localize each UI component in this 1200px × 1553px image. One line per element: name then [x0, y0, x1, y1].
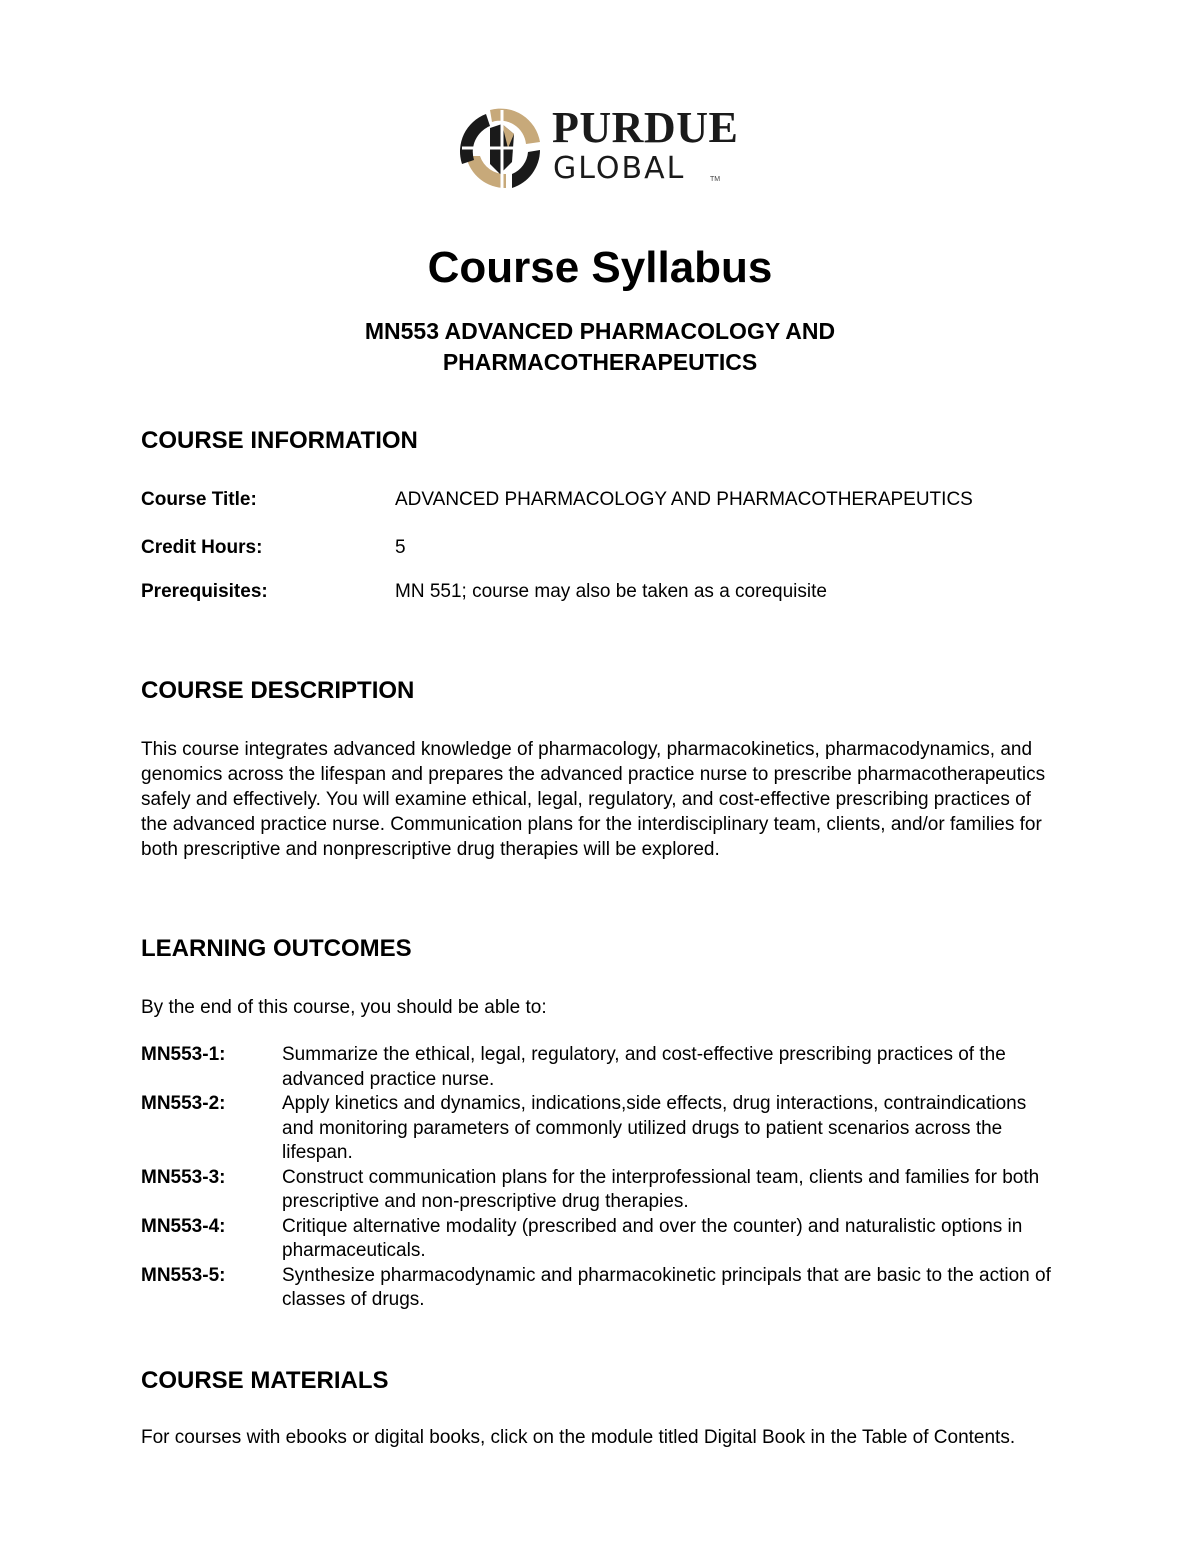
- course-description-heading: COURSE DESCRIPTION: [141, 677, 415, 704]
- credit-hours-label: Credit Hours:: [141, 537, 263, 558]
- outcome-code: MN553-1:: [141, 1044, 226, 1065]
- course-title-label: Course Title:: [141, 489, 257, 510]
- purdue-global-logo: [456, 104, 746, 192]
- document-title: Course Syllabus: [427, 243, 773, 292]
- outcome-text: Critique alternative modality (prescribed and over the counter) and naturalistic options in pharmaceuticals.: [282, 1215, 1023, 1261]
- learning-outcomes-heading: LEARNING OUTCOMES: [141, 935, 412, 962]
- list-item: [141, 1215, 1061, 1264]
- outcome-text: Construct communication plans for the interprofessional team, clients and families for both prescriptive and non-prescriptive drug therapies.: [282, 1166, 1040, 1212]
- learning-outcomes-list: [141, 1043, 1061, 1313]
- course-heading-line-2: PHARMACOTHERAPEUTICS: [442, 349, 758, 375]
- list-item: [141, 1092, 1061, 1166]
- course-heading-line-1: MN553 ADVANCED PHARMACOLOGY AND: [364, 318, 836, 344]
- globe-icon: [456, 104, 548, 192]
- logo-wordmark-purdue: PURDUE: [552, 103, 739, 152]
- logo-wordmark-global: GLOBAL: [553, 151, 686, 186]
- prerequisites-label: Prerequisites:: [141, 581, 268, 602]
- course-materials-heading: COURSE MATERIALS: [141, 1367, 389, 1394]
- outcome-text: Synthesize pharmacodynamic and pharmacokinetic principals that are basic to the action of classes of drugs.: [282, 1264, 1051, 1310]
- logo-trademark: TM: [710, 176, 721, 183]
- learning-outcomes-intro: By the end of this course, you should be able to:: [141, 997, 547, 1018]
- outcome-code: MN553-4:: [141, 1215, 226, 1237]
- outcome-code: MN553-2:: [141, 1093, 226, 1114]
- list-item: [141, 1166, 1061, 1215]
- course-information-heading: COURSE INFORMATION: [141, 427, 418, 454]
- course-description-text: This course integrates advanced knowledge of pharmacology, pharmacokinetics, pharmacodynamics, and genomics across the lifespan and prepares the advanced practice nurse to prescribe pharmacotherapeutics safely and effectively. You will examine ethical, legal, regulatory, and cost-effective prescribing practices of the advanced practice nurse. Communication plans for the interdisciplinary team, clients, and/or families for both prescriptive and nonprescriptive drug therapies will be explored.: [141, 739, 1046, 860]
- outcome-text: Apply kinetics and dynamics, indications,side effects, drug interactions, contraindications and monitoring parameters of commonly utilized drugs to patient scenarios across the lifespan.: [282, 1093, 1027, 1163]
- list-item: [141, 1043, 1061, 1092]
- course-title-value: ADVANCED PHARMACOLOGY AND PHARMACOTHERAPEUTICS: [395, 489, 973, 510]
- prerequisites-value: MN 551; course may also be taken as a corequisite: [395, 581, 827, 602]
- outcome-code: MN553-3:: [141, 1166, 226, 1188]
- outcome-text: Summarize the ethical, legal, regulatory, and cost-effective prescribing practices of the advanced practice nurse.: [282, 1044, 1006, 1090]
- credit-hours-value: 5: [395, 537, 406, 558]
- list-item: [141, 1264, 1061, 1313]
- course-heading: [0, 316, 1200, 378]
- course-materials-text: For courses with ebooks or digital books, click on the module titled Digital Book in the Table of Contents.: [141, 1427, 1016, 1448]
- outcome-code: MN553-5:: [141, 1264, 226, 1286]
